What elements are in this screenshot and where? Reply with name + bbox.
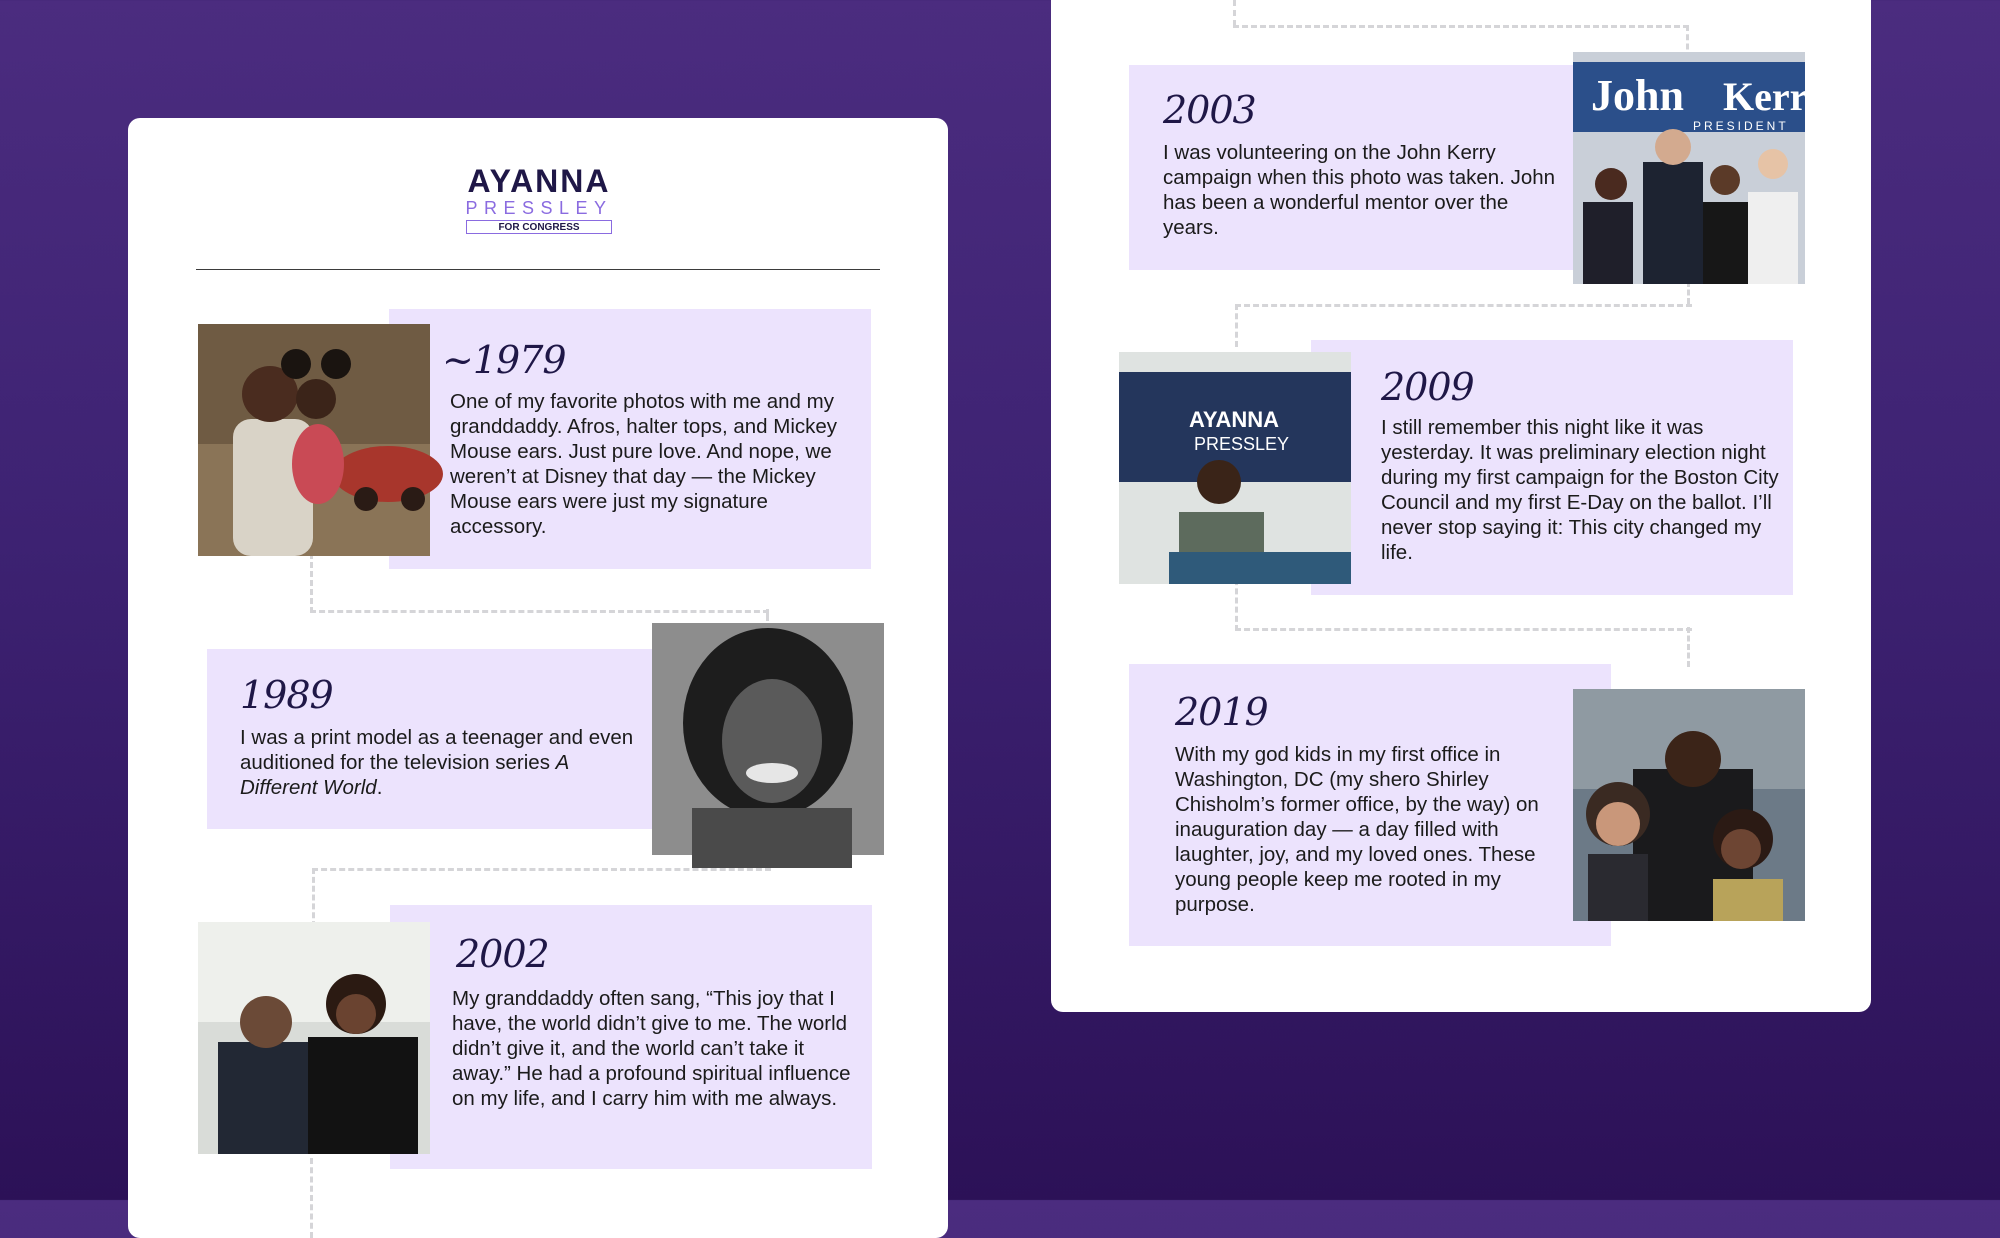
year-label: 2009 bbox=[1381, 365, 1474, 409]
timeline-connector bbox=[766, 609, 769, 621]
timeline-text: I still remember this night like it was yesterday. It was preliminary election night during my first campaign for the Boston City Council and my first E-Day on the ballot. I’ll never stop saying it: This city changed my life. bbox=[1381, 416, 1779, 564]
timeline-text-part: . bbox=[376, 776, 383, 799]
year-label: 2019 bbox=[1175, 690, 1268, 734]
sign-text: John bbox=[1591, 71, 1684, 120]
timeline-text: One of my favorite photos with me and my granddaddy. Afros, halter tops, and Mickey Mouse ears. Just pure love. And nope, we weren’t at Disney that day — the Mickey Mouse ears were just my signature accessory. bbox=[450, 390, 838, 538]
photo-granddaddy-1979 bbox=[198, 324, 430, 556]
timeline-connector bbox=[310, 1158, 313, 1238]
photo-image bbox=[198, 324, 430, 556]
logo-name: AYANNA bbox=[467, 163, 611, 199]
photo-image bbox=[652, 623, 884, 855]
photo-image bbox=[1573, 52, 1828, 284]
timeline-connector bbox=[1233, 0, 1236, 26]
timeline-page-left bbox=[128, 118, 948, 1238]
photo-john-kerry-2003 bbox=[1573, 52, 1828, 284]
photo-image bbox=[1573, 689, 1805, 921]
year-label: 2002 bbox=[456, 932, 549, 976]
photo-granddaddy-2002 bbox=[198, 922, 430, 1154]
photo-image bbox=[198, 922, 430, 1154]
header-divider bbox=[196, 269, 880, 270]
sign-text: PRESSLEY bbox=[1194, 434, 1290, 454]
photo-image bbox=[1119, 352, 1351, 584]
logo-surname: PRESSLEY bbox=[465, 198, 613, 218]
timeline-page-right bbox=[1051, 0, 1871, 1012]
year-label: 1989 bbox=[240, 673, 333, 717]
sign-text: Kerry bbox=[1723, 74, 1828, 119]
photo-election-night-2009 bbox=[1119, 352, 1351, 584]
timeline-text: With my god kids in my first office in Washington, DC (my shero Shirley Chisholm’s former office, by the way) on inauguration day — a day filled with laughter, joy, and my loved ones. These young people keep me rooted in my purpose. bbox=[1175, 743, 1539, 916]
campaign-logo bbox=[464, 164, 614, 234]
timeline-text: I was volunteering on the John Kerry campaign when this photo was taken. John has been a wonderful mentor over the years. bbox=[1163, 141, 1556, 239]
timeline-text-part: I was a print model as a teenager and even auditioned for the television series bbox=[240, 726, 634, 774]
photo-print-model-1989 bbox=[652, 623, 884, 855]
year-label: 2003 bbox=[1163, 88, 1256, 132]
year-label: ~1979 bbox=[442, 338, 566, 382]
logo-tagline: FOR CONGRESS bbox=[466, 220, 612, 234]
timeline-text bbox=[240, 725, 640, 800]
timeline-text: My granddaddy often sang, “This joy that I have, the world didn’t give to me. The world didn’t give it, and the world can’t take it away.” He had a profound spiritual influence on my life, and I carry him with me always. bbox=[452, 987, 851, 1110]
timeline-connector bbox=[1687, 627, 1690, 667]
show-title: A Different World bbox=[240, 751, 569, 799]
sign-text: PRESIDENT bbox=[1693, 119, 1789, 133]
sign-text: AYANNA bbox=[1189, 407, 1280, 432]
photo-god-kids-2019 bbox=[1573, 689, 1805, 921]
